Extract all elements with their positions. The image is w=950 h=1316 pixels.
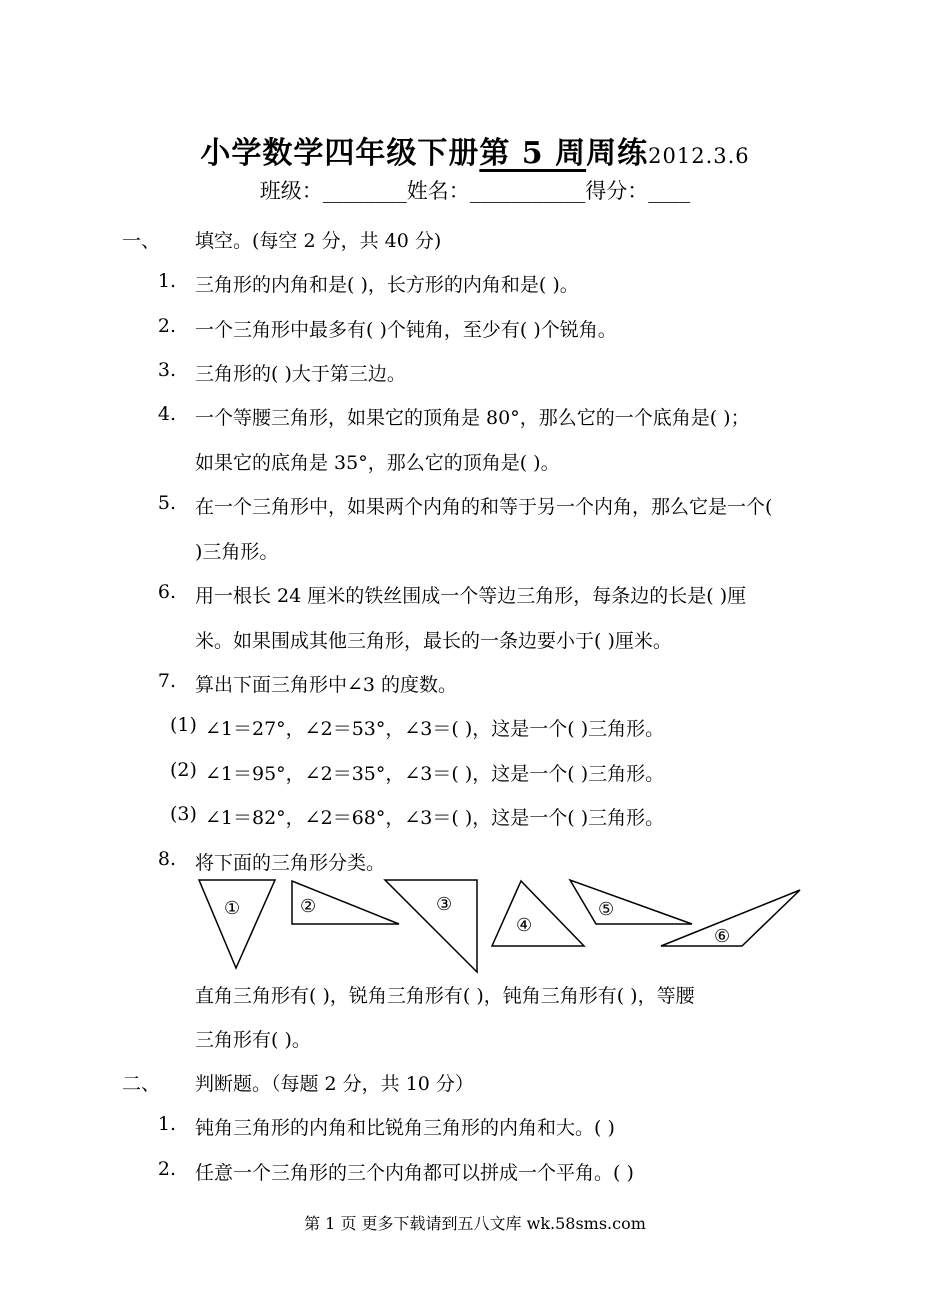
q3-text: 三角形的( )大于第三边。 [195, 363, 406, 385]
title-week: 第 5 周 [479, 136, 587, 171]
q8-number: 8. [157, 848, 176, 870]
q7-sub3-number: (3) [170, 803, 197, 825]
q4-line1: 一个等腰三角形，如果它的顶角是 80°，那么它的一个底角是( )； [195, 407, 750, 429]
title-suffix: 周练 [586, 136, 649, 171]
title-main: 小学数学四年级下册 [200, 136, 480, 171]
s2-q1-text: 钝角三角形的内角和比锐角三角形的内角和大。( ) [195, 1117, 615, 1139]
q7-sub1-text: ∠1＝27°，∠2＝53°，∠3＝( )，这是一个( )三角形。 [205, 718, 665, 740]
q4-line2: 如果它的底角是 35°，那么它的顶角是( )。 [195, 452, 560, 474]
triangle-4 [492, 881, 584, 946]
triangle-4-label: ④ [516, 915, 533, 936]
title-date: 2012.3.6 [648, 144, 750, 168]
triangle-3 [385, 880, 477, 972]
section1-index: 一、 [122, 230, 161, 252]
q7-sub1-number: (1) [170, 714, 197, 736]
q6-line2: 米。如果围成其他三角形，最长的一条边要小于( )厘米。 [195, 630, 672, 652]
s2-q2-text: 任意一个三角形的三个内角都可以拼成一个平角。( ) [195, 1162, 634, 1184]
s2-q1-number: 1. [157, 1113, 176, 1135]
triangle-5 [570, 880, 692, 924]
q1-text: 三角形的内角和是( )，长方形的内角和是( )。 [195, 274, 579, 296]
q6-number: 6. [157, 581, 176, 603]
triangle-2-label: ② [300, 896, 317, 917]
section2-heading: 判断题。（每题 2 分，共 10 分） [195, 1073, 474, 1095]
triangle-5-label: ⑤ [598, 899, 615, 920]
q5-line1: 在一个三角形中，如果两个内角的和等于另一个内角，那么它是一个( [195, 496, 773, 518]
q7-sub3-text: ∠1＝82°，∠2＝68°，∠3＝( )，这是一个( )三角形。 [205, 807, 665, 829]
triangle-6-label: ⑥ [714, 926, 731, 947]
triangle-6 [661, 890, 800, 946]
q3-number: 3. [157, 359, 176, 381]
q5-line2: )三角形。 [195, 541, 279, 563]
q8-answer-line1: 直角三角形有( )，锐角三角形有( )，钝角三角形有( )，等腰 [195, 985, 695, 1007]
triangle-1 [199, 880, 275, 968]
q7-text: 算出下面三角形中∠3 的度数。 [195, 674, 458, 696]
q7-number: 7. [157, 670, 176, 692]
q6-line1: 用一根长 24 厘米的铁丝围成一个等边三角形，每条边的长是( )厘 [195, 585, 747, 607]
q8-text: 将下面的三角形分类。 [195, 852, 386, 874]
q4-number: 4. [157, 403, 176, 425]
q8-answer-line2: 三角形有( )。 [195, 1029, 311, 1051]
section2-index: 二、 [122, 1073, 161, 1095]
s2-q2-number: 2. [157, 1158, 176, 1180]
triangle-1-label: ① [224, 898, 241, 919]
q2-number: 2. [157, 315, 176, 337]
q7-sub2-number: (2) [170, 759, 197, 781]
q1-number: 1. [157, 270, 176, 292]
student-info-line: 班级：________姓名：___________得分：____ [259, 179, 691, 203]
q5-number: 5. [157, 492, 176, 514]
section1-heading: 填空。(每空 2 分，共 40 分) [195, 230, 442, 252]
triangle-3-label: ③ [436, 894, 453, 915]
q7-sub2-text: ∠1＝95°，∠2＝35°，∠3＝( )，这是一个( )三角形。 [205, 763, 665, 785]
page-footer: 第 1 页 更多下载请到五八文库 wk.58sms.com [304, 1214, 646, 1233]
q2-text: 一个三角形中最多有( )个钝角，至少有( )个锐角。 [195, 319, 617, 341]
